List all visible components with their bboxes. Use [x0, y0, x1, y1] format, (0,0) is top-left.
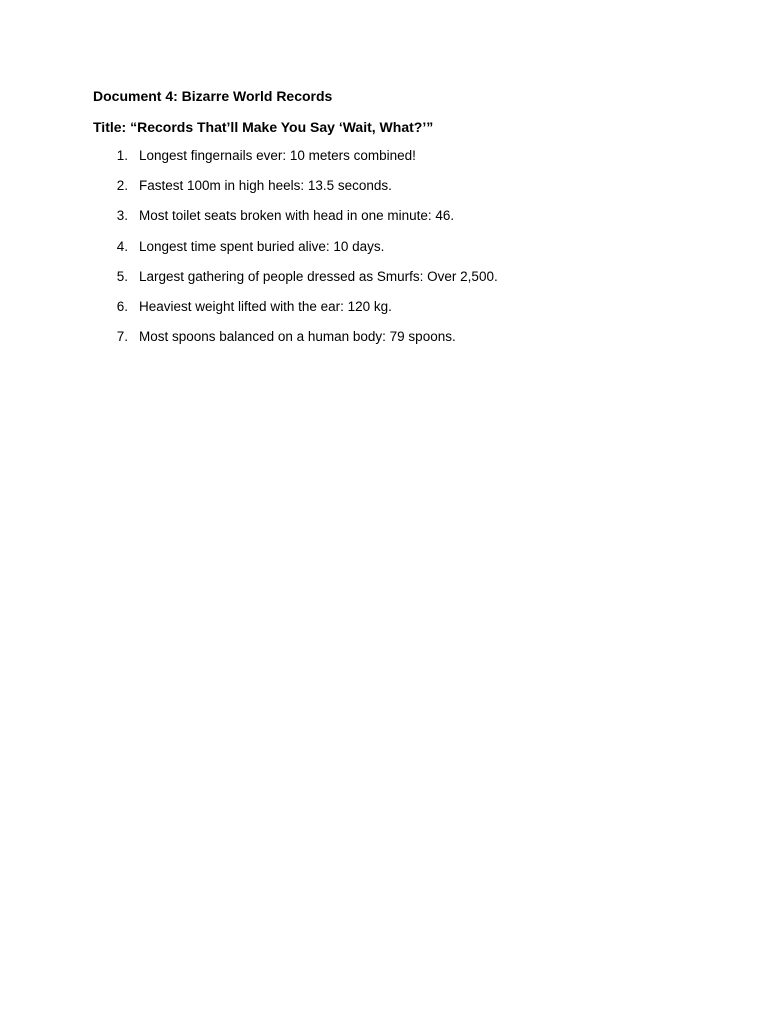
list-item [0, 298, 768, 328]
list-item-text: Most toilet seats broken with head in one minute: 46. [139, 208, 455, 224]
list-item-text: Most spoons balanced on a human body: 79 spoons. [139, 329, 456, 345]
list-item [0, 177, 768, 207]
document-title: Title: “Records That’ll Make You Say ‘Wait, What?’” [93, 119, 434, 135]
list-item-number: 1. [116, 148, 128, 163]
list-item-number: 7. [116, 329, 128, 345]
list-item-text: Longest fingernails ever: 10 meters combined! [139, 148, 416, 163]
list-item [0, 238, 768, 268]
document-heading: Document 4: Bizarre World Records [93, 88, 333, 104]
list-item-number: 3. [116, 208, 128, 224]
list-item [0, 328, 768, 358]
list-item-number: 4. [116, 238, 128, 254]
list-item [0, 268, 768, 298]
list-item-number: 2. [116, 178, 128, 194]
list-item-text: Longest time spent buried alive: 10 days. [139, 238, 385, 254]
list-item-text: Fastest 100m in high heels: 13.5 seconds. [139, 178, 392, 194]
list-item [0, 207, 768, 237]
list-item-text: Heaviest weight lifted with the ear: 120 kg. [139, 298, 392, 314]
records-list [0, 147, 768, 358]
list-item-number: 6. [116, 298, 128, 314]
list-item-number: 5. [116, 268, 128, 284]
list-item [0, 147, 768, 177]
list-item-text: Largest gathering of people dressed as Smurfs: Over 2,500. [139, 268, 498, 284]
